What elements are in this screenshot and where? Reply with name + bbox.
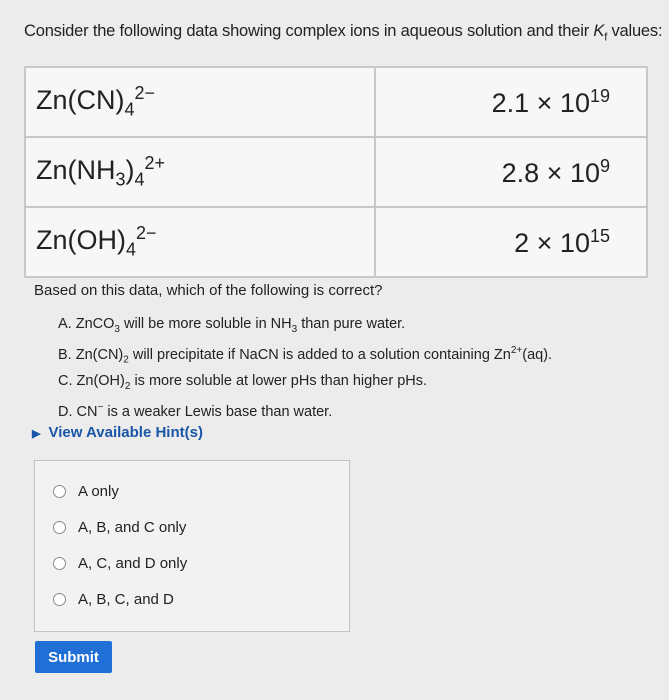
complex-ion-cell: [25, 137, 375, 207]
ion-formula: Zn(OH): [36, 225, 126, 256]
kf-times-ten: × 10: [546, 157, 600, 188]
statement-b: [58, 340, 552, 371]
table-row: [25, 137, 647, 207]
ion-inner-subscript: 3: [115, 169, 126, 190]
statement-subscript: 2: [123, 354, 129, 366]
kf-times-ten: × 10: [536, 227, 590, 258]
choice-label: A, C, and D only: [78, 555, 188, 572]
choice-option[interactable]: [53, 519, 186, 536]
formation-constant-table: [24, 66, 648, 278]
kf-times-ten: × 10: [536, 87, 590, 118]
kf-exponent: 15: [589, 225, 610, 246]
kf-letter: K: [593, 22, 605, 40]
kf-mantissa: 2.1: [491, 87, 530, 118]
ion-formula: Zn(CN): [36, 85, 125, 116]
statement-list: [58, 314, 552, 422]
kf-mantissa: 2.8: [501, 157, 540, 188]
table-row: [25, 207, 647, 277]
table-row: [25, 67, 647, 137]
ion-formula: Zn(NH: [36, 155, 116, 186]
kf-exponent: 9: [599, 155, 610, 176]
ion-charge: 2+: [144, 153, 166, 174]
statement-a: [58, 314, 552, 340]
ion-subscript: 4: [134, 169, 145, 190]
statement-text: than pure water.: [297, 316, 406, 332]
triangle-right-icon: ▶: [32, 428, 41, 440]
choice-option[interactable]: [53, 555, 187, 572]
kf-mantissa: 2: [514, 227, 530, 258]
answer-choices: [34, 460, 350, 632]
radio-button-icon[interactable]: [53, 557, 66, 570]
choice-label: A, B, and C only: [78, 519, 187, 536]
statement-text: A. ZnCO: [58, 316, 115, 332]
statement-text: is more soluble at lower pHs than higher pHs.: [130, 372, 428, 389]
statement-superscript: 2+: [510, 344, 523, 356]
ion-charge: 2−: [136, 223, 157, 244]
hints-label: View Available Hint(s): [48, 424, 203, 441]
choice-label: A only: [78, 483, 119, 500]
radio-button-icon[interactable]: [53, 521, 66, 534]
complex-ion-cell: [25, 67, 375, 137]
statement-text: C. Zn(OH): [58, 372, 125, 389]
kf-value-cell: [375, 207, 647, 277]
statement-d: [58, 397, 552, 423]
intro-suffix: values:: [607, 22, 663, 40]
choice-option[interactable]: [53, 591, 174, 608]
radio-button-icon[interactable]: [53, 593, 66, 606]
statement-text: will be more soluble in NH: [119, 316, 292, 332]
question-text: Based on this data, which of the following is correct?: [34, 282, 383, 299]
intro-sentence: Consider the following data showing complex ions in aqueous solution and their: [24, 22, 594, 40]
statement-text: B. Zn(CN): [58, 346, 124, 363]
intro-text: [24, 22, 662, 43]
kf-value-cell: [375, 67, 647, 137]
statement-subscript: 3: [291, 323, 298, 335]
kf-exponent: 19: [589, 85, 610, 106]
complex-ion-cell: [25, 207, 375, 277]
kf-subscript: f: [604, 31, 608, 44]
statement-c: [58, 371, 552, 397]
ion-close-paren: ): [125, 155, 135, 186]
ion-charge: 2−: [134, 83, 156, 104]
statement-text: (aq).: [522, 346, 553, 363]
choice-label: A, B, C, and D: [78, 591, 174, 608]
ion-subscript: 4: [124, 99, 135, 120]
statement-text: D. CN: [58, 403, 98, 420]
submit-button[interactable]: Submit: [35, 641, 112, 673]
kf-value-cell: [375, 137, 647, 207]
radio-button-icon[interactable]: [53, 485, 66, 498]
statement-subscript: 2: [124, 380, 131, 392]
statement-text: will precipitate if NaCN is added to a solution containing Zn: [128, 346, 511, 363]
choice-option[interactable]: [53, 483, 119, 500]
statement-text: is a weaker Lewis base than water.: [103, 403, 333, 420]
statement-superscript: −: [97, 401, 104, 413]
kf-symbol: [593, 22, 608, 44]
ion-subscript: 4: [126, 239, 137, 260]
view-hints-link[interactable]: [32, 424, 203, 441]
statement-subscript: 3: [114, 323, 120, 335]
